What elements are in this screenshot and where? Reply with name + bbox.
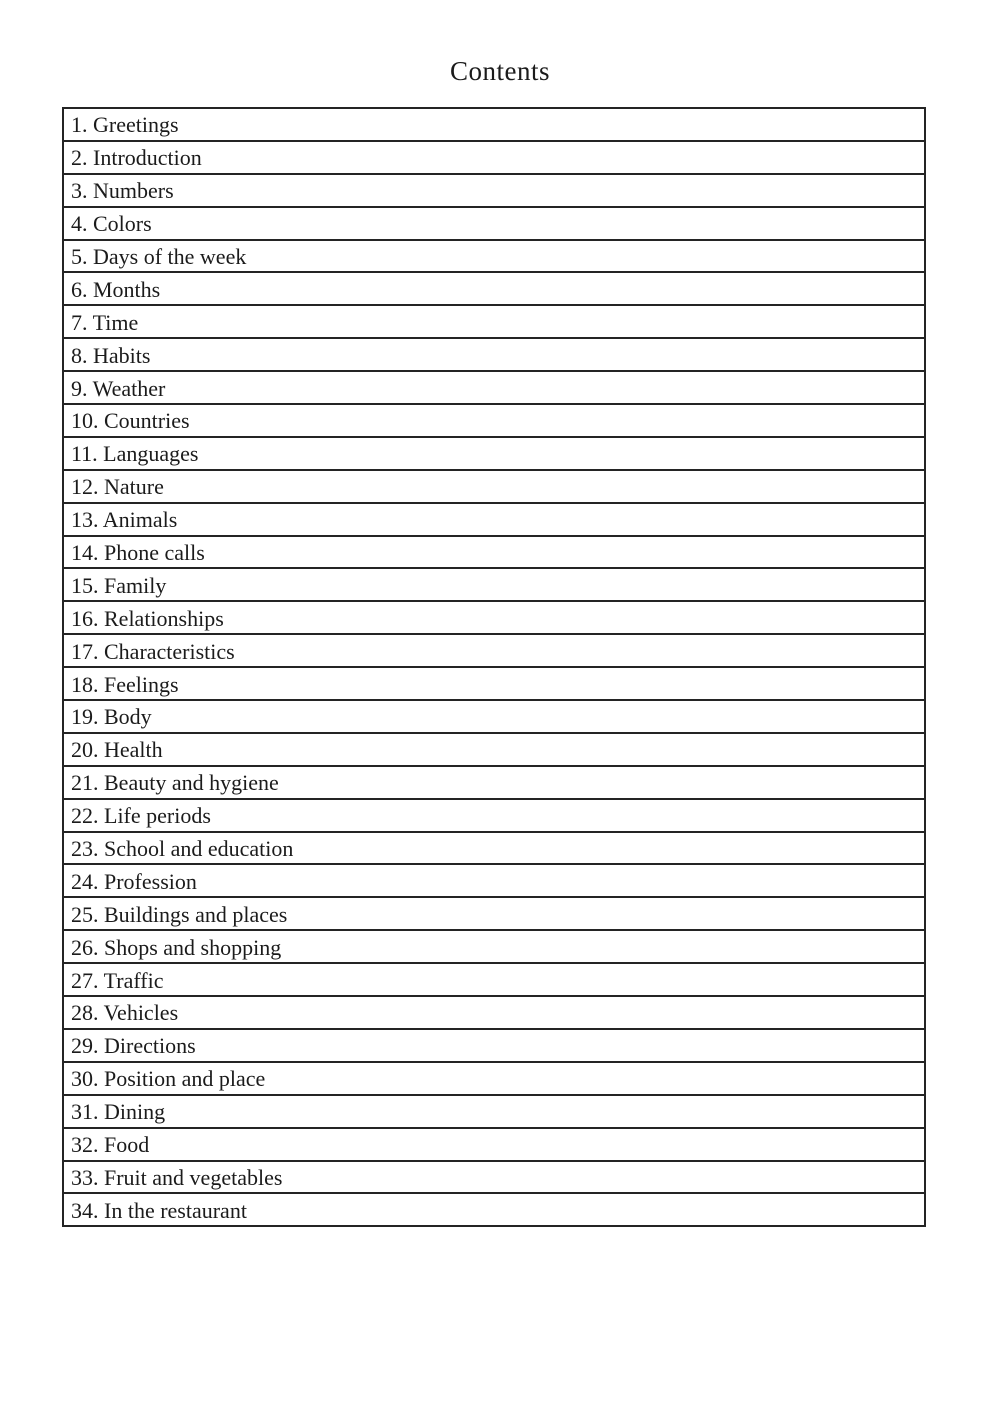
toc-row — [64, 1127, 924, 1160]
toc-entry-label: 12. Nature — [71, 474, 164, 500]
toc-row — [64, 633, 924, 666]
toc-entry-label: 3. Numbers — [71, 178, 174, 204]
toc-entry-label: 19. Body — [71, 704, 152, 730]
toc-row — [64, 863, 924, 896]
toc-row — [64, 995, 924, 1028]
toc-entry-label: 29. Directions — [71, 1033, 196, 1059]
toc-entry-label: 34. In the restaurant — [71, 1197, 247, 1223]
toc-row — [64, 436, 924, 469]
toc-row — [64, 1094, 924, 1127]
toc-row — [64, 109, 924, 140]
toc-entry-label: 13. Animals — [71, 507, 178, 533]
toc-row — [64, 962, 924, 995]
toc-entry-label: 22. Life periods — [71, 803, 211, 829]
toc-row — [64, 567, 924, 600]
toc-entry-label: 25. Buildings and places — [71, 901, 288, 927]
toc-row — [64, 831, 924, 864]
toc-entry-label: 7. Time — [71, 309, 139, 335]
page-title: Contents — [449, 56, 550, 86]
toc-entry-label: 32. Food — [71, 1132, 150, 1158]
toc-entry-label: 10. Countries — [71, 408, 190, 434]
toc-entry-label: 4. Colors — [71, 211, 152, 237]
toc-entry-label: 27. Traffic — [71, 967, 164, 993]
toc-row — [64, 699, 924, 732]
toc-row — [64, 271, 924, 304]
toc-entry-label: 26. Shops and shopping — [71, 934, 282, 960]
toc-row — [64, 1160, 924, 1193]
toc-row — [64, 929, 924, 962]
toc-entry-label: 5. Days of the week — [71, 244, 247, 269]
toc-row — [64, 403, 924, 436]
toc-entry-label: 14. Phone calls — [71, 540, 205, 566]
toc-entry-label: 33. Fruit and vegetables — [71, 1164, 283, 1190]
toc-row — [64, 370, 924, 403]
toc-entry-label: 8. Habits — [71, 342, 151, 368]
toc-entry-label: 17. Characteristics — [71, 638, 235, 664]
toc-row — [64, 666, 924, 699]
toc-entry-label: 30. Position and place — [71, 1066, 266, 1092]
toc-entry-label: 21. Beauty and hygiene — [71, 770, 279, 796]
toc-row — [64, 337, 924, 370]
toc-entry-label: 9. Weather — [71, 375, 166, 401]
toc-row — [64, 765, 924, 798]
toc-row — [64, 140, 924, 173]
toc-entry-label: 23. School and education — [71, 836, 294, 862]
toc-row — [64, 173, 924, 206]
toc-entry-label: 6. Months — [71, 276, 161, 302]
toc-row — [64, 1061, 924, 1094]
toc-entry-label: 20. Health — [71, 737, 163, 763]
toc-entry-label: 24. Profession — [71, 868, 197, 894]
toc-entry-label: 11. Languages — [71, 441, 199, 467]
toc-entry-label: 2. Introduction — [71, 145, 202, 171]
toc-entry-label: 15. Family — [71, 572, 167, 598]
toc-row — [64, 600, 924, 633]
toc-entry-label: 31. Dining — [71, 1099, 166, 1125]
toc-row — [64, 1192, 924, 1225]
contents-table — [62, 107, 926, 1227]
toc-row — [64, 732, 924, 765]
toc-entry-label: 1. Greetings — [71, 112, 179, 138]
toc-row — [64, 502, 924, 535]
toc-row — [64, 1028, 924, 1061]
toc-row — [64, 239, 924, 272]
toc-row — [64, 798, 924, 831]
toc-row — [64, 206, 924, 239]
toc-entry-label: 16. Relationships — [71, 605, 224, 631]
toc-row — [64, 535, 924, 568]
toc-entry-label: 18. Feelings — [71, 671, 179, 697]
toc-entry-label: 28. Vehicles — [71, 1000, 179, 1026]
toc-row — [64, 304, 924, 337]
toc-row — [64, 896, 924, 929]
toc-row — [64, 469, 924, 502]
